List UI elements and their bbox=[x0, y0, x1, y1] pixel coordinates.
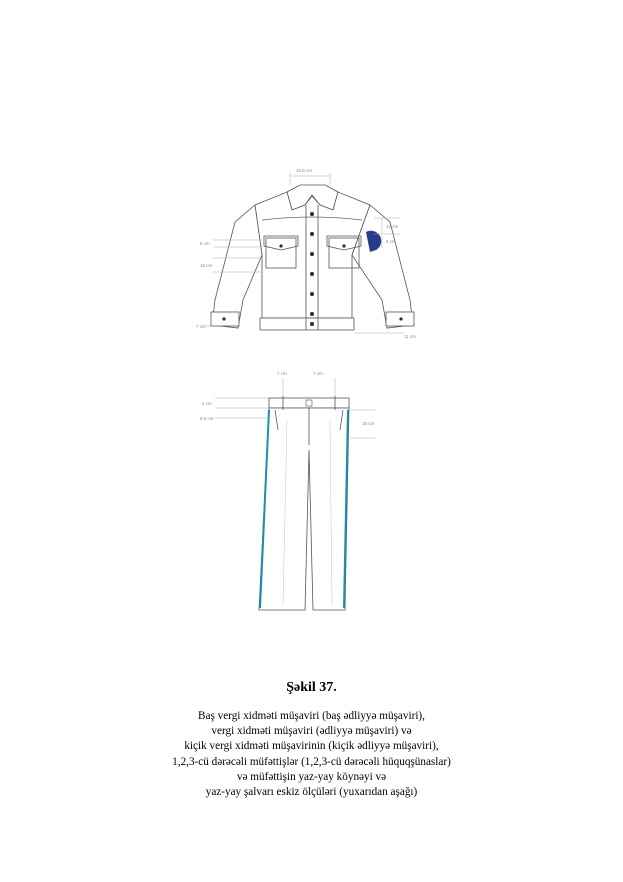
figure-caption bbox=[0, 709, 623, 800]
dim-side-pocket: 18 cm bbox=[362, 421, 375, 426]
dim-collar: 10.5 cm bbox=[296, 168, 313, 173]
dim-pocket-flap: 6 cm bbox=[200, 241, 210, 246]
caption-line: vergi xidməti müşaviri (ədliyyə müşaviri) və bbox=[211, 725, 412, 738]
dim-waistband: 11 cm bbox=[404, 334, 416, 339]
caption-line: 1,2,3-cü dərəcəli müfəttişlər (1,2,3-cü dərəcəli hüquqşünaslar) bbox=[172, 755, 451, 768]
caption-line: Baş vergi xidməti müşaviri (baş ədliyyə müşaviri), bbox=[198, 710, 425, 722]
dim-pocket-offset: 8.5 cm bbox=[200, 416, 214, 421]
trousers-sketch bbox=[259, 396, 349, 610]
dim-emblem: 8 cm bbox=[386, 239, 396, 244]
dim-trouser-waistband: 4 cm bbox=[202, 401, 212, 406]
dim-loop-left: 7 cm bbox=[277, 371, 287, 376]
caption-line: yaz-yay şalvarı eskiz ölçüləri (yuxarıdan aşağı) bbox=[205, 786, 418, 799]
dim-pocket: 16 cm bbox=[200, 263, 213, 268]
shirt-sketch bbox=[211, 185, 414, 330]
figure-title: Şəkil 37. bbox=[286, 680, 337, 695]
caption-line: kiçik vergi xidməti müşavirinin (kiçik ədliyyə müşaviri), bbox=[184, 740, 439, 753]
dim-cuff: 7 cm bbox=[196, 324, 206, 329]
dim-sleeve-top: 12 cm bbox=[386, 224, 399, 229]
dim-loop-right: 7 cm bbox=[313, 371, 323, 376]
caption-line: və müfəttişin yaz-yay köynəyi və bbox=[236, 770, 387, 783]
